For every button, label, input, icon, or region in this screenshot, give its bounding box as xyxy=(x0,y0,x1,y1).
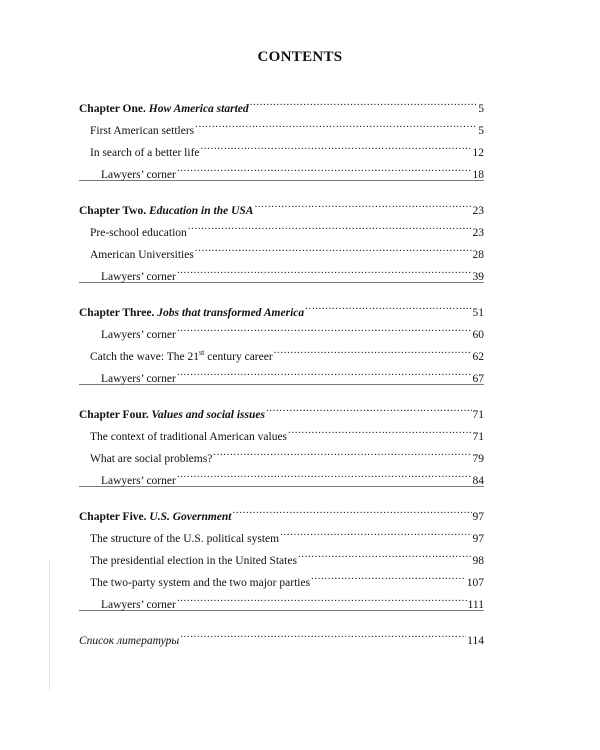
entry-title xyxy=(101,324,176,346)
page-title: CONTENTS xyxy=(257,49,343,65)
chapter-heading xyxy=(79,498,484,523)
page-number: 79 xyxy=(472,453,484,465)
entry-text: The context of traditional American values xyxy=(90,431,288,443)
chapter-name: U.S. Government xyxy=(149,511,232,523)
chapter-name: Values and social issues xyxy=(151,409,265,421)
page-number: 12 xyxy=(472,147,484,159)
chapter-number: Chapter Five. xyxy=(79,511,147,523)
page-number: 98 xyxy=(472,555,484,567)
dot-leader xyxy=(274,338,472,360)
dot-leader xyxy=(266,396,472,418)
dot-leader xyxy=(177,586,467,608)
dot-leader xyxy=(233,498,472,520)
page-number: 5 xyxy=(478,103,484,115)
entry-text: Lawyers’ corner xyxy=(101,599,176,611)
dot-leader xyxy=(177,258,472,280)
page-number: 111 xyxy=(467,599,484,611)
chapter-heading xyxy=(79,294,484,319)
chapter-heading xyxy=(79,192,484,217)
page-number: 107 xyxy=(466,577,484,589)
page-number: 60 xyxy=(472,329,484,341)
dot-leader xyxy=(177,462,472,484)
chapter-heading xyxy=(79,90,484,115)
dot-leader xyxy=(180,622,466,644)
page-number: 39 xyxy=(472,271,484,283)
page-number: 71 xyxy=(472,431,484,443)
chapter-number: Chapter Four. xyxy=(79,409,149,421)
entry-title xyxy=(90,550,297,572)
entry-text: The presidential election in the United States xyxy=(90,555,297,567)
page-number: 23 xyxy=(472,227,484,239)
chapter-section xyxy=(79,498,484,611)
dot-leader xyxy=(305,294,471,316)
chapter-section xyxy=(79,294,484,385)
entry-title xyxy=(101,594,176,616)
chapter-name: How America started xyxy=(148,103,249,115)
chapter-heading xyxy=(79,396,484,421)
entry-text: The structure of the U.S. political system xyxy=(90,533,280,545)
entry-text: Lawyers’ corner xyxy=(101,169,176,181)
superscript: st xyxy=(199,348,205,358)
entry-text: What are social problems? xyxy=(90,453,213,465)
dot-leader xyxy=(201,134,472,156)
chapter-title xyxy=(79,506,232,528)
chapter-name: Education in the USA xyxy=(148,205,254,217)
entry-text: In search of a better life xyxy=(90,147,200,159)
page-number: 97 xyxy=(472,511,484,523)
entry-title xyxy=(90,528,279,550)
page-number: 5 xyxy=(478,125,484,137)
bibliography-entry xyxy=(79,622,484,647)
page-number: 67 xyxy=(472,373,484,385)
chapter-title xyxy=(79,404,265,426)
entry-text: Lawyers’ corner xyxy=(101,271,176,283)
dot-leader xyxy=(298,542,472,564)
entry-text: century career xyxy=(204,351,273,363)
dot-leader xyxy=(188,214,472,236)
page-edge-shadow xyxy=(49,560,50,690)
bibliography-title: Список литературы xyxy=(79,635,180,647)
dot-leader xyxy=(177,316,472,338)
entry-text: Catch the wave: The 21 xyxy=(90,351,200,363)
chapter-number: Chapter Three. xyxy=(79,307,155,319)
page-number: 62 xyxy=(472,351,484,363)
dot-leader xyxy=(288,418,471,440)
page-number: 28 xyxy=(472,249,484,261)
chapter-section xyxy=(79,192,484,283)
entry-title xyxy=(90,120,194,142)
dot-leader xyxy=(195,112,477,134)
dot-leader xyxy=(254,192,471,214)
dot-leader xyxy=(195,236,472,258)
dot-leader xyxy=(213,440,471,462)
chapter-number: Chapter One. xyxy=(79,103,146,115)
page-number: 51 xyxy=(472,307,484,319)
entry-text: Lawyers’ corner xyxy=(101,329,176,341)
entry-text: Lawyers’ corner xyxy=(101,475,176,487)
page-number: 97 xyxy=(472,533,484,545)
entry-title xyxy=(101,266,176,288)
dot-leader xyxy=(280,520,471,542)
page-number: 84 xyxy=(472,475,484,487)
entry-text: Pre-school education xyxy=(90,227,187,239)
entry-title xyxy=(101,368,176,390)
page-number: 18 xyxy=(472,169,484,181)
dot-leader xyxy=(250,90,478,112)
page-number: 23 xyxy=(472,205,484,217)
entry-title xyxy=(101,470,176,492)
bibliography-section xyxy=(79,622,484,646)
entry-text: The two-party system and the two major parties xyxy=(90,577,311,589)
page-number: 71 xyxy=(472,409,484,421)
entry-text: American Universities xyxy=(90,249,194,261)
entry-title xyxy=(90,222,187,244)
chapter-section xyxy=(79,396,484,487)
dot-leader xyxy=(177,360,472,382)
dot-leader xyxy=(311,564,466,586)
page-number: 114 xyxy=(467,635,484,647)
chapter-section xyxy=(79,90,484,181)
chapter-name: Jobs that transformed America xyxy=(157,307,305,319)
entry-text: Lawyers’ corner xyxy=(101,373,176,385)
chapter-number: Chapter Two. xyxy=(79,205,147,217)
table-of-contents xyxy=(79,90,484,646)
entry-text: First American settlers xyxy=(90,125,195,137)
dot-leader xyxy=(177,156,472,178)
entry-title xyxy=(101,164,176,186)
